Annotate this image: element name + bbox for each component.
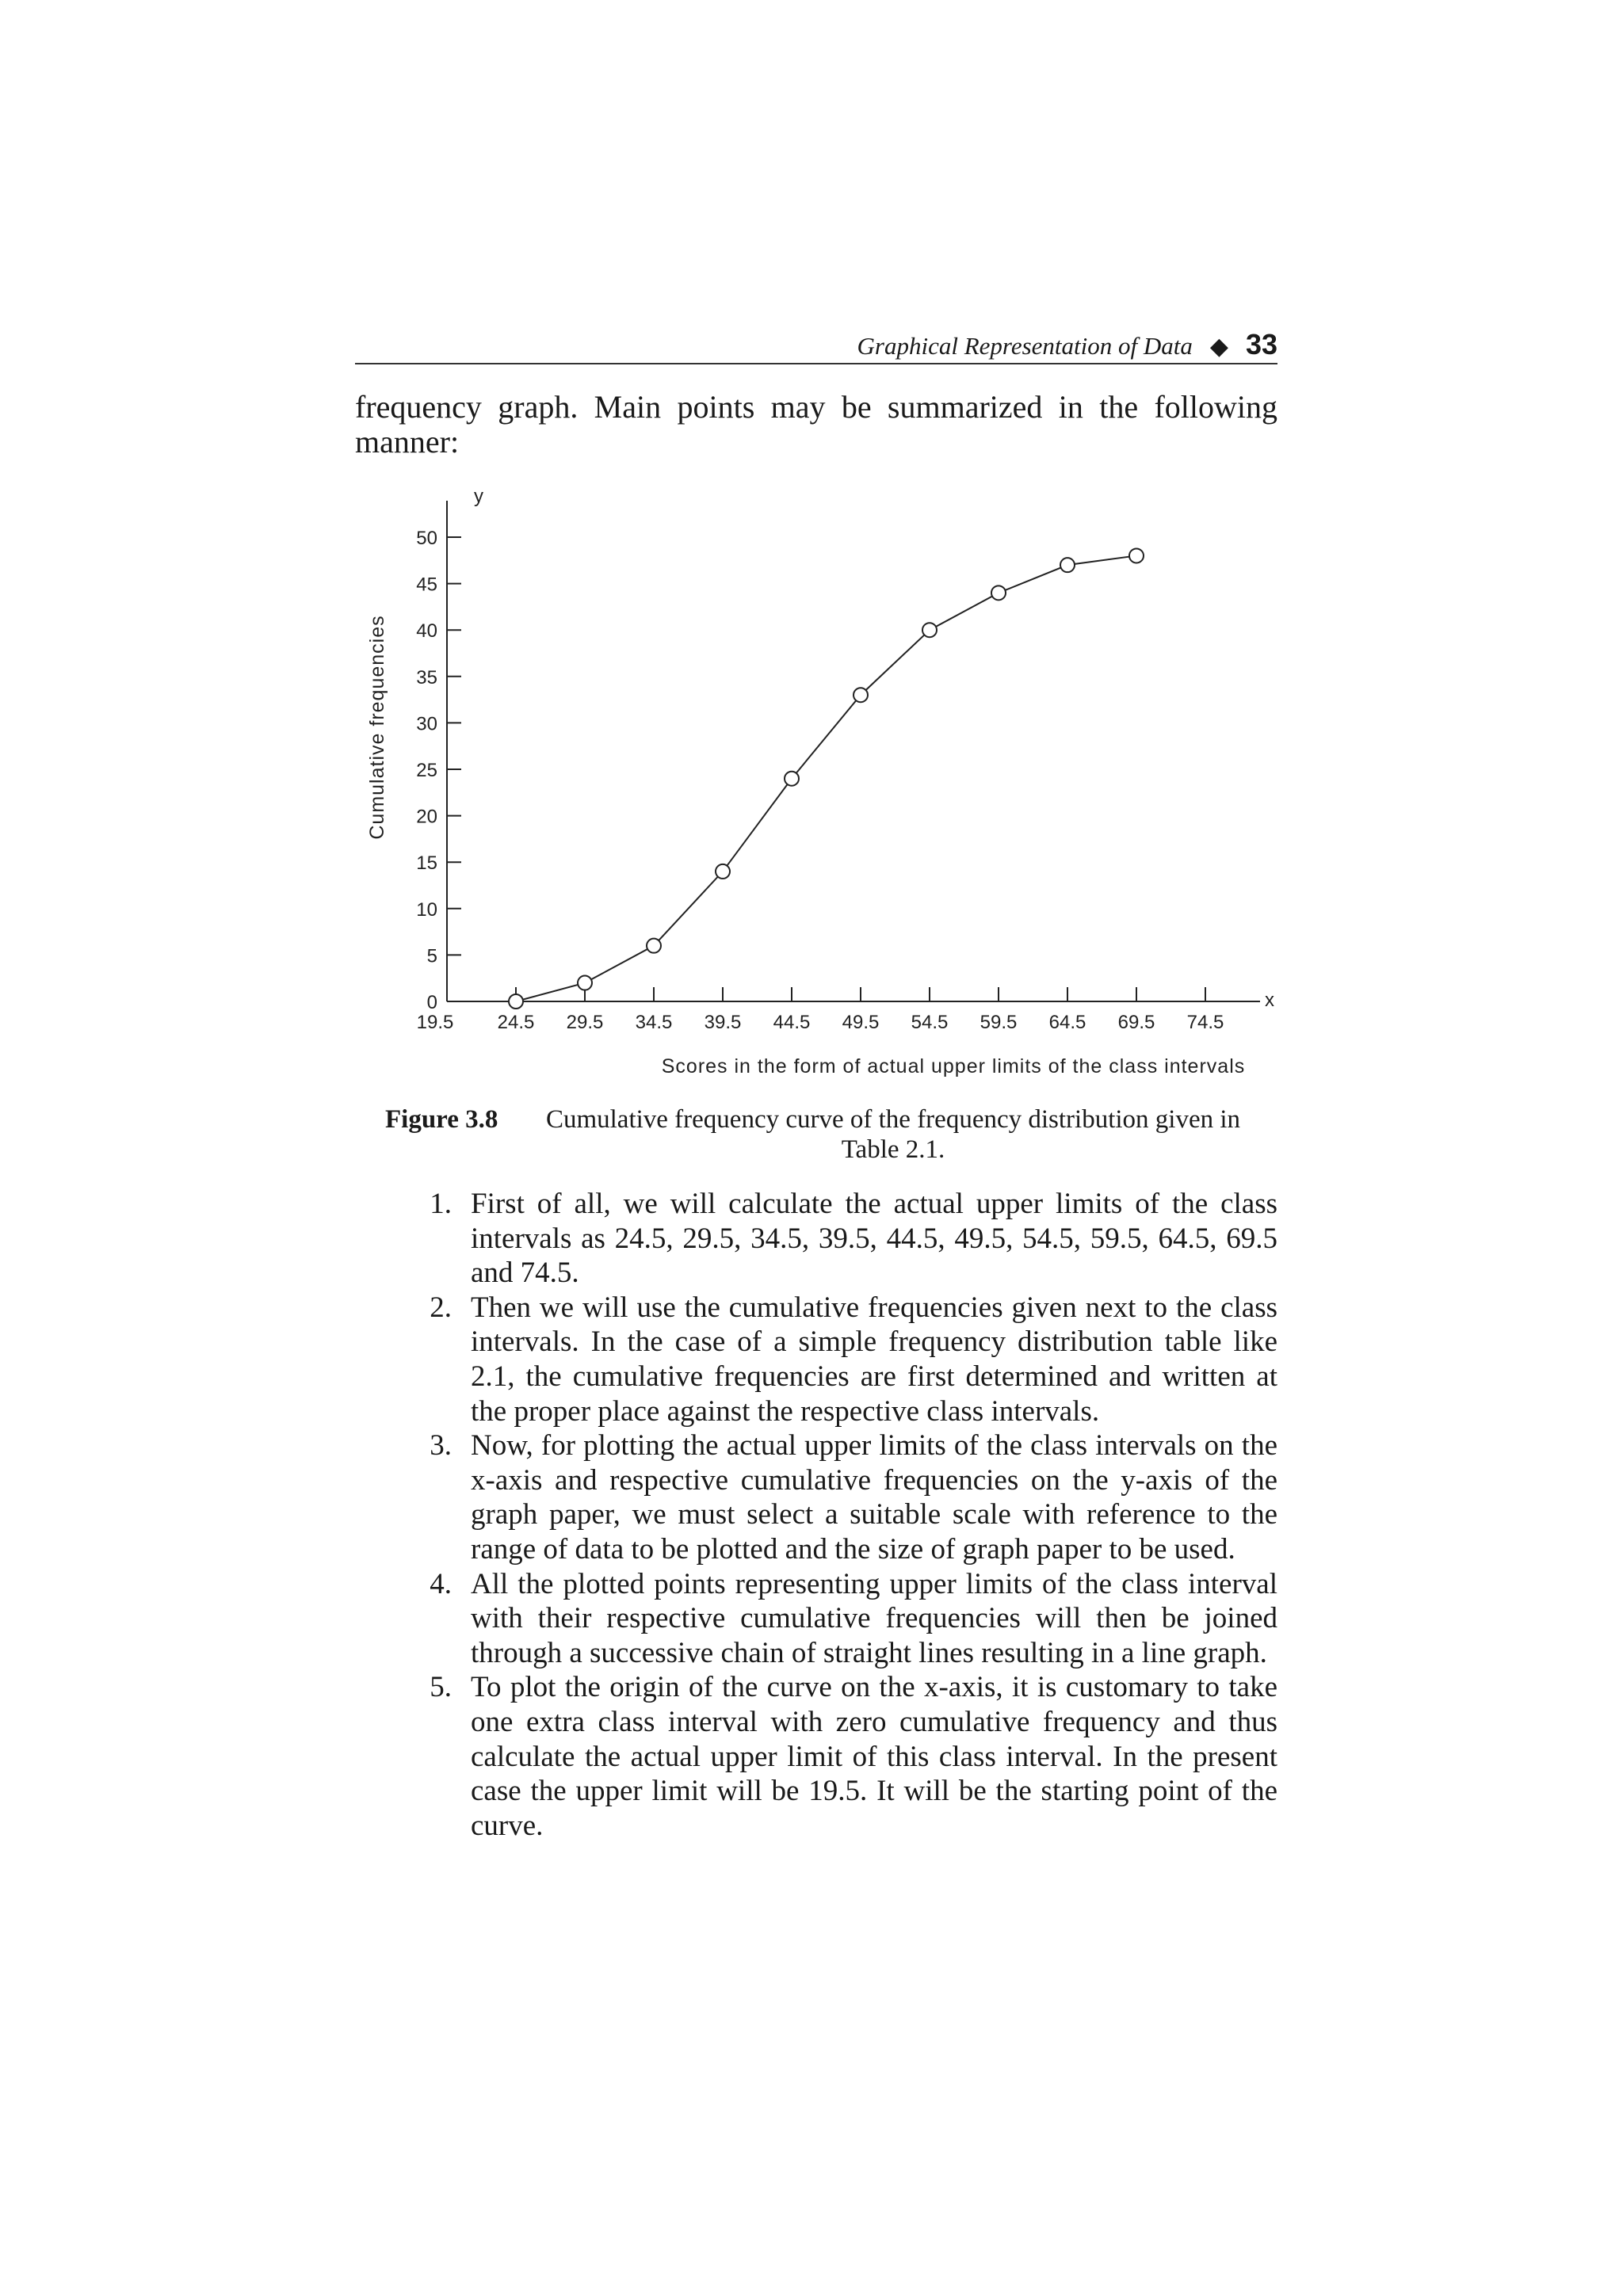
y-tick-label: 10 [416, 898, 437, 921]
x-tick-label: 24.5 [497, 1012, 535, 1033]
intro-paragraph: frequency graph. Main points may be summarized in the following manner: [355, 389, 1277, 460]
page-number: 33 [1245, 328, 1277, 360]
y-tick-label: 0 [426, 992, 437, 1013]
data-point [716, 864, 730, 879]
x-tick-label: 49.5 [842, 1012, 880, 1033]
data-point [578, 976, 592, 990]
data-point [785, 772, 799, 786]
list-item [412, 1291, 1277, 1428]
list-item [412, 1428, 1277, 1566]
data-point [854, 688, 868, 702]
data-point [509, 994, 523, 1009]
x-axis-letter: x [1265, 990, 1274, 1011]
list-item-number: 3. [430, 1429, 452, 1463]
list-item-text: Now, for plotting the actual upper limits of the class intervals on the x-axis and respective cumulative frequencies on the y-axis of the graph paper, we must select a suitable scale with reference to the range of data to be plotted and the size of graph paper to be used. [471, 1429, 1277, 1566]
y-tick-label: 25 [416, 760, 437, 781]
running-head [355, 323, 1277, 364]
x-axis-label: Scores in the form of actual upper limits of the class intervals [661, 1055, 1246, 1077]
list-item-text: First of all, we will calculate the actual upper limits of the class intervals as 24.5, 29.5, 34.5, 39.5, 44.5, 49.5, 54.5, 59.5, 64.5, 69.5 and 74.5. [471, 1188, 1277, 1290]
x-tick-label: 39.5 [704, 1012, 742, 1033]
y-axis-letter: y [474, 486, 483, 507]
list-item-text: All the plotted points representing upper limits of the class interval with their respective cumulative frequencies will then be joined through a successive chain of straight lines resulting in a line graph. [471, 1567, 1277, 1669]
x-tick-label: 44.5 [773, 1012, 811, 1033]
data-point [922, 623, 937, 637]
y-tick-label: 35 [416, 666, 437, 688]
x-tick-label: 74.5 [1186, 1012, 1224, 1033]
x-tick-label: 34.5 [635, 1012, 673, 1033]
list-item [412, 1670, 1277, 1843]
data-point [1129, 548, 1144, 563]
y-tick-label: 45 [416, 574, 437, 596]
data-point [647, 939, 661, 953]
y-axis-label: Cumulative frequencies [366, 615, 388, 840]
cumulative-frequency-chart [349, 475, 1300, 1085]
y-tick-label: 5 [426, 945, 437, 967]
x-tick-label: 54.5 [911, 1012, 949, 1033]
running-head-title: Graphical Representation of Data [857, 332, 1193, 360]
x-tick-label: 29.5 [566, 1012, 604, 1033]
list-item-number: 1. [430, 1188, 452, 1220]
y-tick-label: 30 [416, 713, 437, 735]
data-point [991, 585, 1006, 600]
y-tick-label: 40 [416, 620, 437, 643]
list-item-number: 4. [430, 1567, 452, 1600]
y-tick-label: 50 [416, 528, 437, 549]
list-item-text: To plot the origin of the curve on the x-axis, it is customary to take one extra class interval with zero cumulative frequency and thus calculate the actual upper limit of this class interval. In the present case the upper limit will be 19.5. It will be the starting point of the curve. [471, 1671, 1277, 1842]
x-tick-label: 64.5 [1048, 1012, 1086, 1033]
list-item [412, 1567, 1277, 1671]
y-tick-label: 15 [416, 852, 437, 875]
y-tick-label: 20 [416, 806, 437, 828]
steps-list [412, 1187, 1277, 1843]
list-item-number: 5. [430, 1671, 452, 1704]
figure-caption-text: Cumulative frequency curve of the frequency distribution given in Table 2.1. [545, 1105, 1241, 1164]
diamond-icon: ◆ [1209, 333, 1228, 360]
x-tick-label: 69.5 [1117, 1012, 1155, 1033]
data-point [1060, 558, 1075, 572]
list-item-number: 2. [430, 1291, 452, 1324]
list-item [412, 1187, 1277, 1291]
list-item-text: Then we will use the cumulative frequencies given next to the class intervals. In the case of a simple frequency distribution table like 2.1, the cumulative frequencies are first determined and written at the proper place against the respective class intervals. [471, 1291, 1277, 1428]
figure-label: Figure 3.8 [385, 1105, 498, 1134]
x-tick-label: 19.5 [416, 1012, 454, 1033]
x-tick-label: 59.5 [980, 1012, 1018, 1033]
